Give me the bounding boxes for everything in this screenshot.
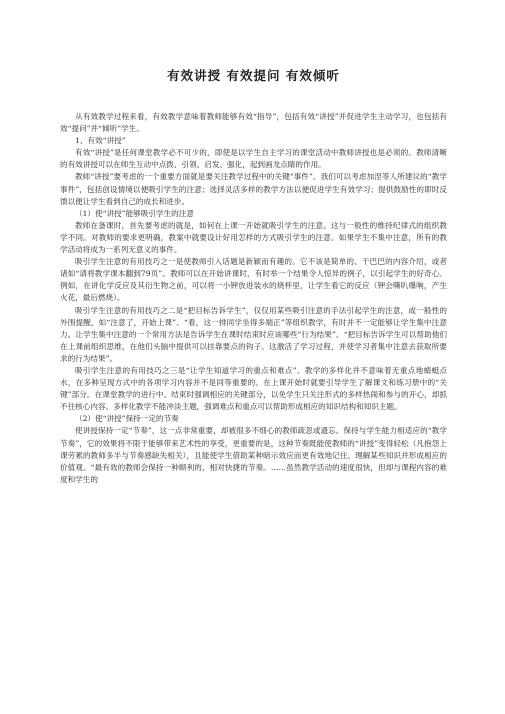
paragraph: 有效“讲授”是任何课堂教学必不可少的，即使是以学生自主学习的课堂活动中教师讲授也是必须的。教师清晰的有效讲授可以在师生互动中点拨、引领、启发、强化，起到画龙点睛的作用。 — [60, 148, 447, 170]
document-title: 有效讲授 有效提问 有效倾听 — [167, 68, 340, 83]
subsection-heading-2: （2）使“讲授”保持一定的节奏 — [75, 414, 179, 424]
paragraph: 教师在备课时，首先要考虑的就是，如何在上课一开始就吸引学生的注意。这与一般性的维持纪律式的组织教学不同。对教师的要求更明确，教案中就要设计好用怎样的方式吸引学生的注意。如果学生不集中注意，所有的教学活动将成为一系列无意义的事件。 — [60, 220, 447, 255]
paragraph: 使讲授保持一定“节奏”，这一点非常重要，却被很多不细心的教师疏忽或遗忘。保持与学生能力相适应的“教学节奏”，它的效果将不限于能够带来艺术性的享受，更重要的是，这种节奏既能使教师的“讲授”变得轻松（凡抱怨上课劳累的教师多半与节奏感缺失相关），且能使学生借助某种暗示效应而更有效地记住、理解某些知识并形成相应的价值观。“最有效的教师会保持一种顺利的、相对快捷的节奏。……虽然教学活动的速度很快，但却与课程内容的难度和学生的 — [60, 426, 447, 484]
paragraph-intro: 从有效教学过程来看，有效教学意味着教师能够有效“指导”，包括有效“讲授”并促进学生主动学习，也包括有效“提问”并“倾听”学生。 — [60, 112, 447, 134]
paragraph: 教师“讲授”要考虑的一个重要方面就是要关注教学过程中的关键“事件”。我们可以考虑加涅等人所建议的“教学事件”，包括创设情境以便吸引学生的注意；选择灵活多样的教学方法以便促进学生有效学习；提供鼓励性的即时反馈以便让学生看到自己的成长和进步。 — [60, 172, 447, 206]
paragraph: 吸引学生注意的有用技巧之三是“让学生知道学习的重点和难点”。教学的多样化并不意味着无重点地蜻蜓点水，在多种呈现方式中的各项学习内容并不是同等重要的。在上课开始时就要引导学生了解课文和练习册中的“关键”部分。在课堂教学的进行中、结束时强调相应的关键部分，以免学生只关注形式的多样热闹和参与的开心，却抓不住核心内容。多样化教学不能冲淡主题，强调难点和重点可以帮助形成相应的知识结构和知识主题。 — [60, 365, 447, 412]
subsection-heading-1: （1）使“讲授”能够吸引学生的注意 — [75, 208, 194, 218]
paragraph: 吸引学生注意的有用技巧之一是使教师引入话题是新颖而有趣的。它不该是简单的、干巴巴的内容介绍，或者诸如“请将教学课本翻到79页”。教师可以在开始讲课时，有时举一个结果令人惊异的例子，以引起学生的好奇心。例如，在讲化学反应及其衍生物之前，可以将一小钾放进装水的烧杯里，让学生看它的反应（钾会嘶叭爆响，产生火花，最后燃烧）。 — [60, 257, 447, 303]
section-heading-1: 1、有效“讲授” — [75, 136, 126, 146]
paragraph: 吸引学生注意的有用技巧之二是“把目标告诉学生”，仅仅用某些吸引注意的手法引起学生的注意，或一般性的外围提醒，如“注意了，开始上课”、“看，这一排同学坐得多端正”等组织教学，有时并不一定能够让学生集中注意力。让学生集中注意的一个常用方法是告诉学生在课时结束时应该哪些“行为结果”。“把目标告诉学生可以帮助他们在上课前组织思维，在他们头脑中提供可以挂靠要点的钩子。这激活了学习过程，并使学习者集中注意去获取所要求的行为结果”。 — [60, 305, 447, 363]
document-body — [60, 111, 447, 486]
